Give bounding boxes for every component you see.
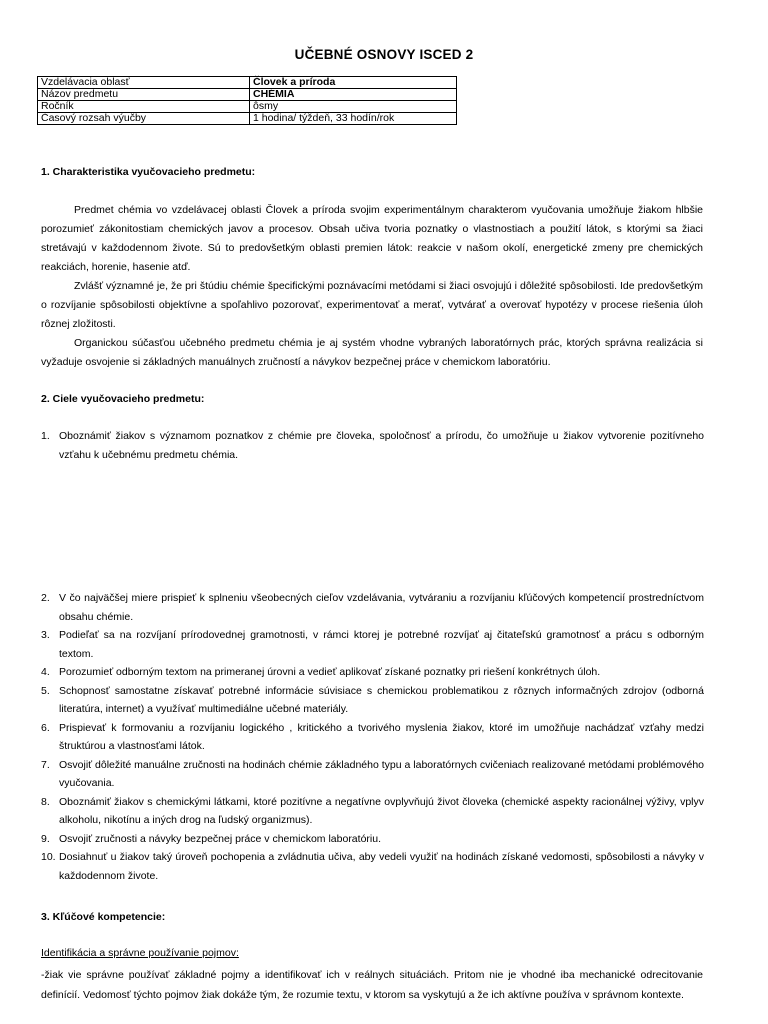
list-text: Osvojiť dôležité manuálne zručnosti na hodinách chémie základného typu a laboratórnych cvičeniach realizované metódami problémového vyučovania. xyxy=(59,758,704,789)
list-text: V čo najväčšej miere prispieť k splneniu všeobecných cieľov vzdelávania, vytváraniu a rozvíjaniu kľúčových kompetencií prostredníctvom obsahu chémie. xyxy=(59,592,704,623)
list-number: 7. xyxy=(41,758,50,771)
list-item xyxy=(41,719,704,756)
document-title: UČEBNÉ OSNOVY ISCED 2 xyxy=(294,47,474,62)
list-text: Prispievať k formovaniu a rozvíjaniu logického , kritického a tvorivého myslenia žiakov, ktoré im umožňuje nachádzať vzťahy medzi štruktúrou a vlastnosťami látok. xyxy=(59,721,704,752)
list-item xyxy=(41,663,704,682)
paragraph: Zvlášť významné je, že pri štúdiu chémie špecifickými poznávacími metódami si žiaci osvojujú i dôležité spôsobilosti. Ide predovšetkým o rozvíjanie spôsobilosti objektívne a spoľahlivo pozorovať, experimentovať a merať, vytvárať a overovať hypotézy v procese riešenia úloh rôznej zložitosti. xyxy=(41,280,703,330)
list-item xyxy=(41,830,704,849)
list-item xyxy=(41,427,704,464)
list-text: Podieľať sa na rozvíjaní prírodovednej gramotnosti, v rámci ktorej je potrebné rozvíjať aj čitateľskú gramotnosť a prácu s odborným textom. xyxy=(59,629,704,660)
list-item xyxy=(41,589,704,626)
list-number: 8. xyxy=(41,795,50,808)
table-row xyxy=(38,113,457,125)
subject-info-table xyxy=(37,76,457,125)
list-text: Oboznámiť žiakov s chemickými látkami, ktoré pozitívne a negatívne ovplyvňujú život človeka (chemické aspekty racionálnej výživy, vplyv alkoholu, nikotínu a iných drog na ľudský organizmus). xyxy=(59,795,704,826)
list-number: 1. xyxy=(41,430,50,442)
goals-list-first xyxy=(41,427,704,464)
list-text: Dosiahnuť u žiakov taký úroveň pochopenia a zvládnutia učiva, aby vedeli využiť na hodinách získané vedomosti, spôsobilosti a návyky v každodennom živote. xyxy=(59,851,704,882)
paragraph: Predmet chémia vo vzdelávacej oblasti Človek a príroda svojim experimentálnym charakterom vyučovania umožňuje žiakom hlbšie porozumieť zákonitostiam chemických javov a procesov. Obsah učiva tvoria poznatky o vlastnostiach a použití látok, s ktorými sa žiaci stretávajú v každodennom živote. Sú to predovšetkým oblasti premien látok: reakcie v našom okolí, energetické zmeny pre chemických reakciách, horenie, hasenie atď. xyxy=(41,204,703,273)
subheading-concepts: Identifikácia a správne používanie pojmov: xyxy=(41,947,239,959)
list-text: Schopnosť samostatne získavať potrebné informácie súvisiace s chemickou problematikou z rôznych informačných zdrojov (odborná literatúra, internet) a využívať multimediálne učebné materiály. xyxy=(59,684,704,715)
table-key: Časový rozsah výučby xyxy=(38,113,250,125)
list-item xyxy=(41,848,704,885)
table-value: ôsmy xyxy=(250,101,457,113)
table-key: Ročník xyxy=(38,101,250,113)
characteristics-text xyxy=(41,201,703,372)
table-row xyxy=(38,89,457,101)
table-value: CHÉMIA xyxy=(250,89,457,101)
list-number: 6. xyxy=(41,721,50,734)
list-number: 3. xyxy=(41,629,50,641)
paragraph: Organickou súčasťou učebného predmetu chémia je aj systém vhodne vybraných laboratórnych prác, ktorých správna realizácia si vyžaduje osvojenie si základných manuálnych zručností a návykov bezpečnej práce v chemickom laboratóriu. xyxy=(41,337,703,368)
table-value: Človek a príroda xyxy=(250,77,457,89)
section-heading-goals: 2. Ciele vyučovacieho predmetu: xyxy=(41,393,205,405)
table-key: Vzdelávacia oblasť xyxy=(38,77,250,89)
goals-list-rest xyxy=(41,589,704,885)
concepts-text: -žiak vie správne používať základné pojmy a identifikovať ich v reálnych situáciách. Pritom nie je vhodné iba mechanické odrecitovanie definícií. Vedomosť týchto pojmov žiak dokáže tým, že rozumie textu, v ktorom sa vyskytujú a že ich aktívne používa v správnom kontexte. xyxy=(41,969,703,1001)
list-text: Oboznámiť žiakov s významom poznatkov z chémie pre človeka, spoločnosť a prírodu, čo umožňuje u žiakov vytvorenie pozitívneho vzťahu k učebnému predmetu chémia. xyxy=(59,430,704,461)
list-number: 9. xyxy=(41,832,50,845)
table-row xyxy=(38,77,457,89)
section-heading-competences: 3. Kľúčové kompetencie: xyxy=(41,911,166,923)
list-item xyxy=(41,793,704,830)
list-number: 10. xyxy=(41,851,56,863)
list-item xyxy=(41,682,704,719)
list-number: 4. xyxy=(41,666,50,678)
table-key: Názov predmetu xyxy=(38,89,250,101)
section-heading-characteristics: 1. Charakteristika vyučovacieho predmetu: xyxy=(41,166,256,178)
table-row xyxy=(38,101,457,113)
list-number: 2. xyxy=(41,592,50,604)
list-item xyxy=(41,756,704,793)
list-text: Porozumieť odborným textom na primeranej úrovni a vedieť aplikovať získané poznatky pri riešení konkrétnych úloh. xyxy=(59,666,601,678)
list-text: Osvojiť zručnosti a návyky bezpečnej práce v chemickom laboratóriu. xyxy=(59,832,381,845)
list-item xyxy=(41,626,704,663)
table-value: 1 hodina/ týždeň, 33 hodín/rok xyxy=(250,113,457,125)
list-number: 5. xyxy=(41,684,50,697)
